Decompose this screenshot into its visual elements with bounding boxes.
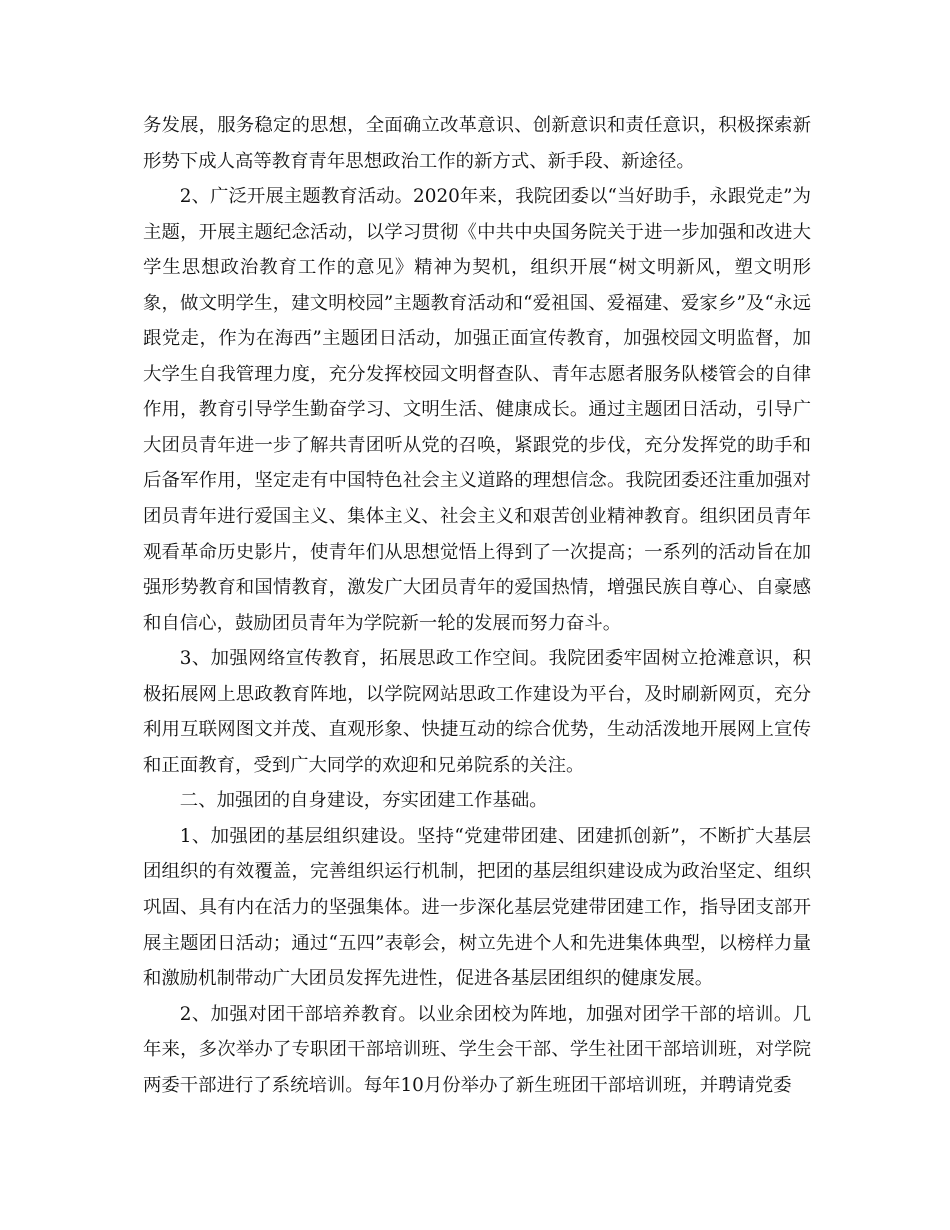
paragraph-theme-education: 2、广泛开展主题教育活动。2020年来，我院团委以“当好助手，永跟党走”为主题，开展主题纪念活动，以学习贯彻《中共中央国务院关于进一步加强和改进大学生思想政治教育工作的意见》精神为契机，组织开展“树文明新风，塑文明形象，做文明学生，建文明校园”主题教育活动和“爱祖国、爱福建、爱家乡”及“永远跟党走，作为在海西”主题团日活动，加强正面宣传教育，加强校园文明监督，加大学生自我管理力度，充分发挥校园文明督查队、青年志愿者服务队楼管会的自律作用，教育引导学生勤奋学习、文明生活、健康成长。通过主题团日活动，引导广大团员青年进一步了解共青团听从党的召唤，紧跟党的步伐，充分发挥党的助手和后备军作用，坚定走有中国特色社会主义道路的理想信念。我院团委还注重加强对团员青年进行爱国主义、集体主义、社会主义和艰苦创业精神教育。组织团员青年观看革命历史影片，使青年们从思想觉悟上得到了一次提高；一系列的活动旨在加强形势教育和国情教育，激发广大团员青年的爱国热情，增强民族自尊心、自豪感和自信心，鼓励团员青年为学院新一轮的发展而努力奋斗。 bbox=[143, 186, 811, 634]
paragraph-continuation: 务发展，服务稳定的思想，全面确立改革意识、创新意识和责任意识，积极探索新形势下成人高等教育青年思想政治工作的新方式、新手段、新途径。 bbox=[143, 115, 811, 172]
document-body bbox=[143, 108, 811, 1103]
paragraph-cadre-training: 2、加强对团干部培养教育。以业余团校为阵地，加强对团学干部的培训。几年来，多次举办了专职团干部培训班、学生会干部、学生社团干部培训班，对学院两委干部进行了系统培训。每年10月份举办了新生班团干部培训班，并聘请党委 bbox=[143, 1003, 811, 1096]
section-heading-self-construction: 二、加强团的自身建设，夯实团建工作基础。 bbox=[179, 790, 548, 812]
paragraph-network-propaganda: 3、加强网络宣传教育，拓展思政工作空间。我院团委牢固树立抢滩意识，积极拓展网上思政教育阵地，以学院网站思政工作建设为平台，及时刷新网页，充分利用互联网图文并茂、直观形象、快捷互动的综合优势，生动活泼地开展网上宣传和正面教育，受到广大同学的欢迎和兄弟院系的关注。 bbox=[143, 648, 811, 776]
paragraph-grassroots-organization: 1、加强团的基层组织建设。坚持“党建带团建、团建抓创新”，不断扩大基层团组织的有效覆盖，完善组织运行机制，把团的基层组织建设成为政治坚定、组织巩固、具有内在活力的坚强集体。进一步深化基层党建带团建工作，指导团支部开展主题团日活动；通过“五四”表彰会，树立先进个人和先进集体典型，以榜样力量和激励机制带动广大团员发挥先进性，促进各基层团组织的健康发展。 bbox=[143, 825, 811, 990]
